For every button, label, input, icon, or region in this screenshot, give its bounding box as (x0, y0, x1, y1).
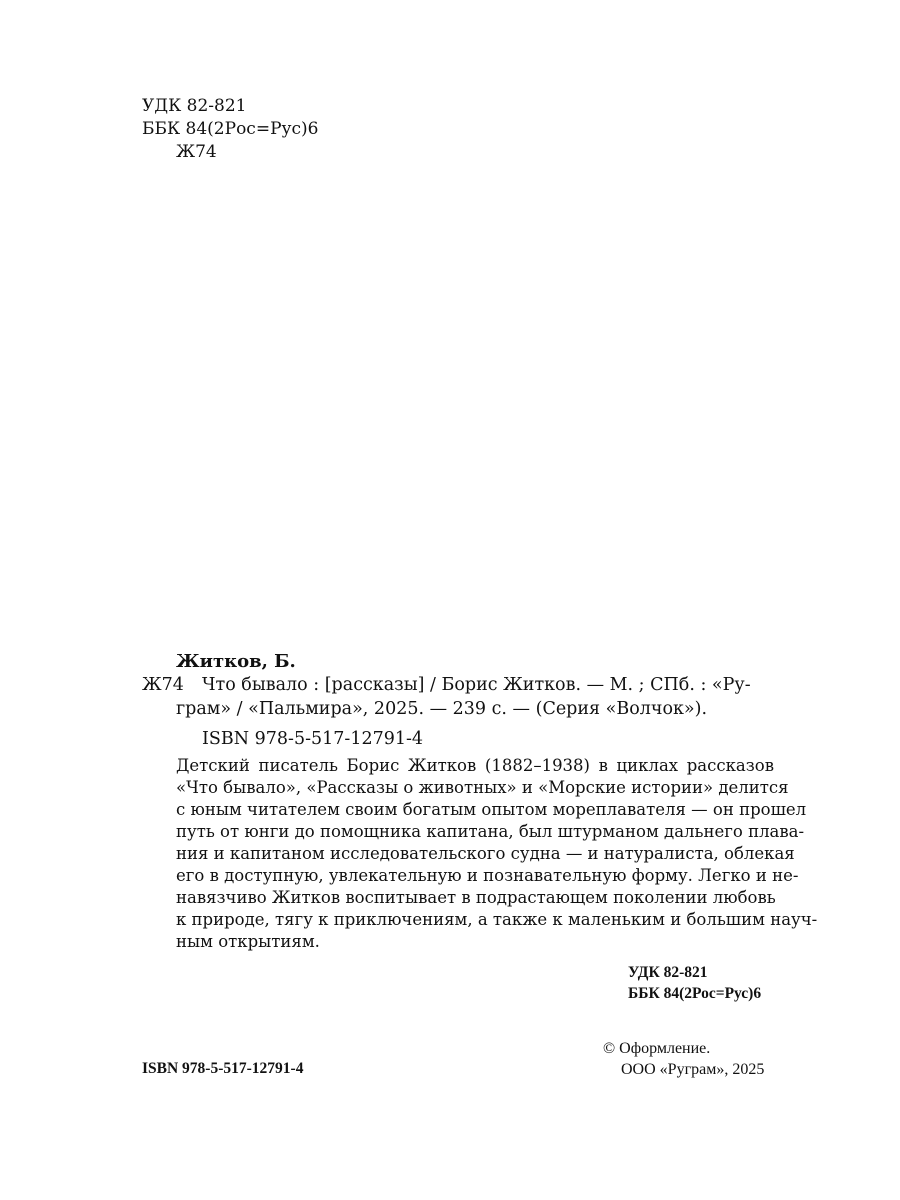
copyright-design: © Оформление. (603, 1040, 711, 1057)
annotation-line: навязчиво Житков воспитывает в подрастающем поколении любовь (176, 888, 776, 907)
annotation-line: к природе, тягу к приключениям, а также к маленьким и большим науч- (176, 910, 818, 929)
annotation (142, 755, 818, 953)
annotation-line: ным открытиям. (176, 932, 320, 951)
top-udk: УДК 82-821 (142, 96, 247, 116)
record-author-sign: Ж74 (142, 675, 184, 695)
top-author-sign: Ж74 (176, 142, 217, 162)
annotation-line: Детский писатель Борис Житков (1882–1938) в циклах рассказов (176, 756, 774, 775)
copyright-publisher: ООО «Руграм», 2025 (621, 1061, 765, 1078)
record-title-line-1: Что бывало : [рассказы] / Борис Житков. — М. ; СПб. : «Ру- (202, 675, 751, 695)
footer-isbn: ISBN 978-5-517-12791-4 (142, 1060, 304, 1077)
record-title-line-2: грам» / «Пальмира», 2025. — 239 с. — (Серия «Волчок»). (176, 699, 708, 719)
annotation-line: ния и капитаном исследовательского судна — и натуралиста, облекая (176, 844, 795, 863)
record-isbn: ISBN 978-5-517-12791-4 (202, 729, 424, 749)
top-bbk: ББК 84(2Рос=Рус)6 (142, 119, 319, 139)
record-author: Житков, Б. (176, 651, 296, 672)
annotation-line: его в доступную, увлекательную и познавательную форму. Легко и не- (176, 866, 799, 885)
annotation-line: путь от юнги до помощника капитана, был штурманом дальнего плава- (176, 822, 805, 841)
annotation-line: «Что бывало», «Рассказы о животных» и «Морские истории» делится (176, 778, 789, 797)
annotation-line: с юным читателем своим богатым опытом мореплавателя — он прошел (176, 800, 807, 819)
classification-udk: УДК 82-821 (628, 964, 708, 981)
classification-bbk: ББК 84(2Рос=Рус)6 (628, 985, 762, 1002)
